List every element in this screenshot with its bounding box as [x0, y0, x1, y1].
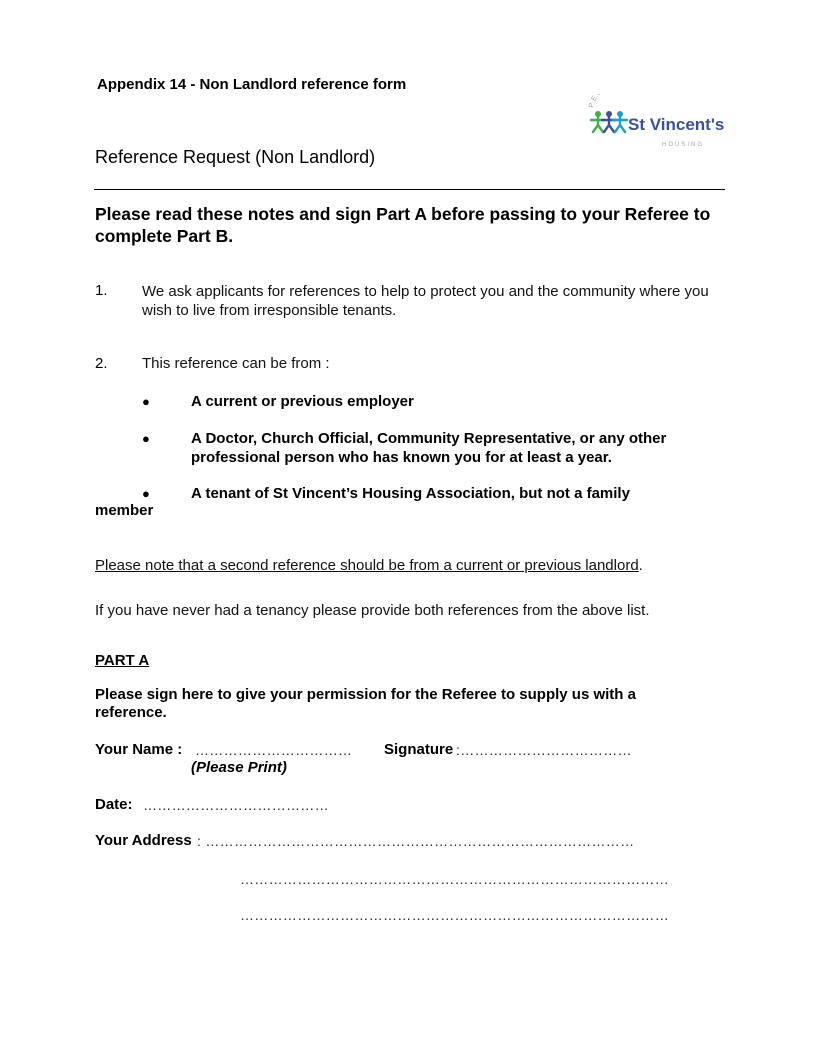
people-figures-icon: [591, 111, 627, 132]
bullet-item-employer: A current or previous employer: [191, 393, 414, 410]
landlord-note-text: Please note that a second reference should be from a current or previous landlord: [95, 557, 639, 574]
bullet-marker-3: ●: [142, 486, 150, 501]
landlord-note-period: .: [638, 557, 643, 574]
address-field-line-2[interactable]: ………………………………………………………………………………: [240, 871, 669, 887]
logo-graphic: [588, 94, 728, 150]
note-text-1: We ask applicants for references to help to protect you and the community where you wish to live from irresponsible tenants.: [142, 283, 709, 319]
bullet-item-tenant-overflow: member: [95, 502, 154, 519]
appendix-heading: Appendix 14 - Non Landlord reference form: [97, 76, 407, 93]
logo-arc-top: PE: [588, 94, 600, 109]
signature-label: Signature: [384, 741, 454, 758]
st-vincents-logo: [588, 94, 728, 150]
permission-instruction: Please sign here to give your permission for the Referee to supply us with a reference.: [95, 686, 636, 721]
bullet-marker-2: ●: [142, 431, 150, 446]
please-print-hint: (Please Print): [191, 759, 287, 776]
logo-arc-bottom: HOUSING: [662, 142, 705, 148]
bullet-item-professional: A Doctor, Church Official, Community Representative, or any other professional person who has known you for at least a year.: [191, 430, 667, 466]
no-tenancy-note: If you have never had a tenancy please provide both references from the above list.: [95, 602, 650, 619]
address-label: Your Address: [95, 832, 192, 849]
logo-wordmark: St Vincent's: [628, 115, 725, 134]
address-field-line-3[interactable]: ………………………………………………………………………………: [240, 907, 669, 923]
note-number-2: 2.: [95, 355, 108, 372]
signature-field[interactable]: :………………………………: [456, 742, 632, 758]
name-field[interactable]: ……………………………: [195, 742, 353, 758]
bullet-marker-1: ●: [142, 394, 150, 409]
landlord-note: [95, 557, 643, 574]
date-label: Date:: [95, 796, 133, 813]
intro-instruction: Please read these notes and sign Part A before passing to your Referee to complete Part B.: [95, 204, 711, 246]
bullet-item-tenant: A tenant of St Vincent’s Housing Association, but not a family: [191, 485, 630, 502]
note-number-1: 1.: [95, 282, 108, 299]
title-divider: [94, 189, 725, 190]
date-field[interactable]: …………………………………: [143, 797, 329, 813]
name-label: Your Name :: [95, 741, 183, 758]
note-text-2: This reference can be from :: [142, 355, 330, 372]
part-a-heading: PART A: [95, 652, 150, 669]
page-title: Reference Request (Non Landlord): [95, 147, 376, 167]
address-field-line-1[interactable]: : ………………………………………………………………………………: [197, 833, 635, 849]
